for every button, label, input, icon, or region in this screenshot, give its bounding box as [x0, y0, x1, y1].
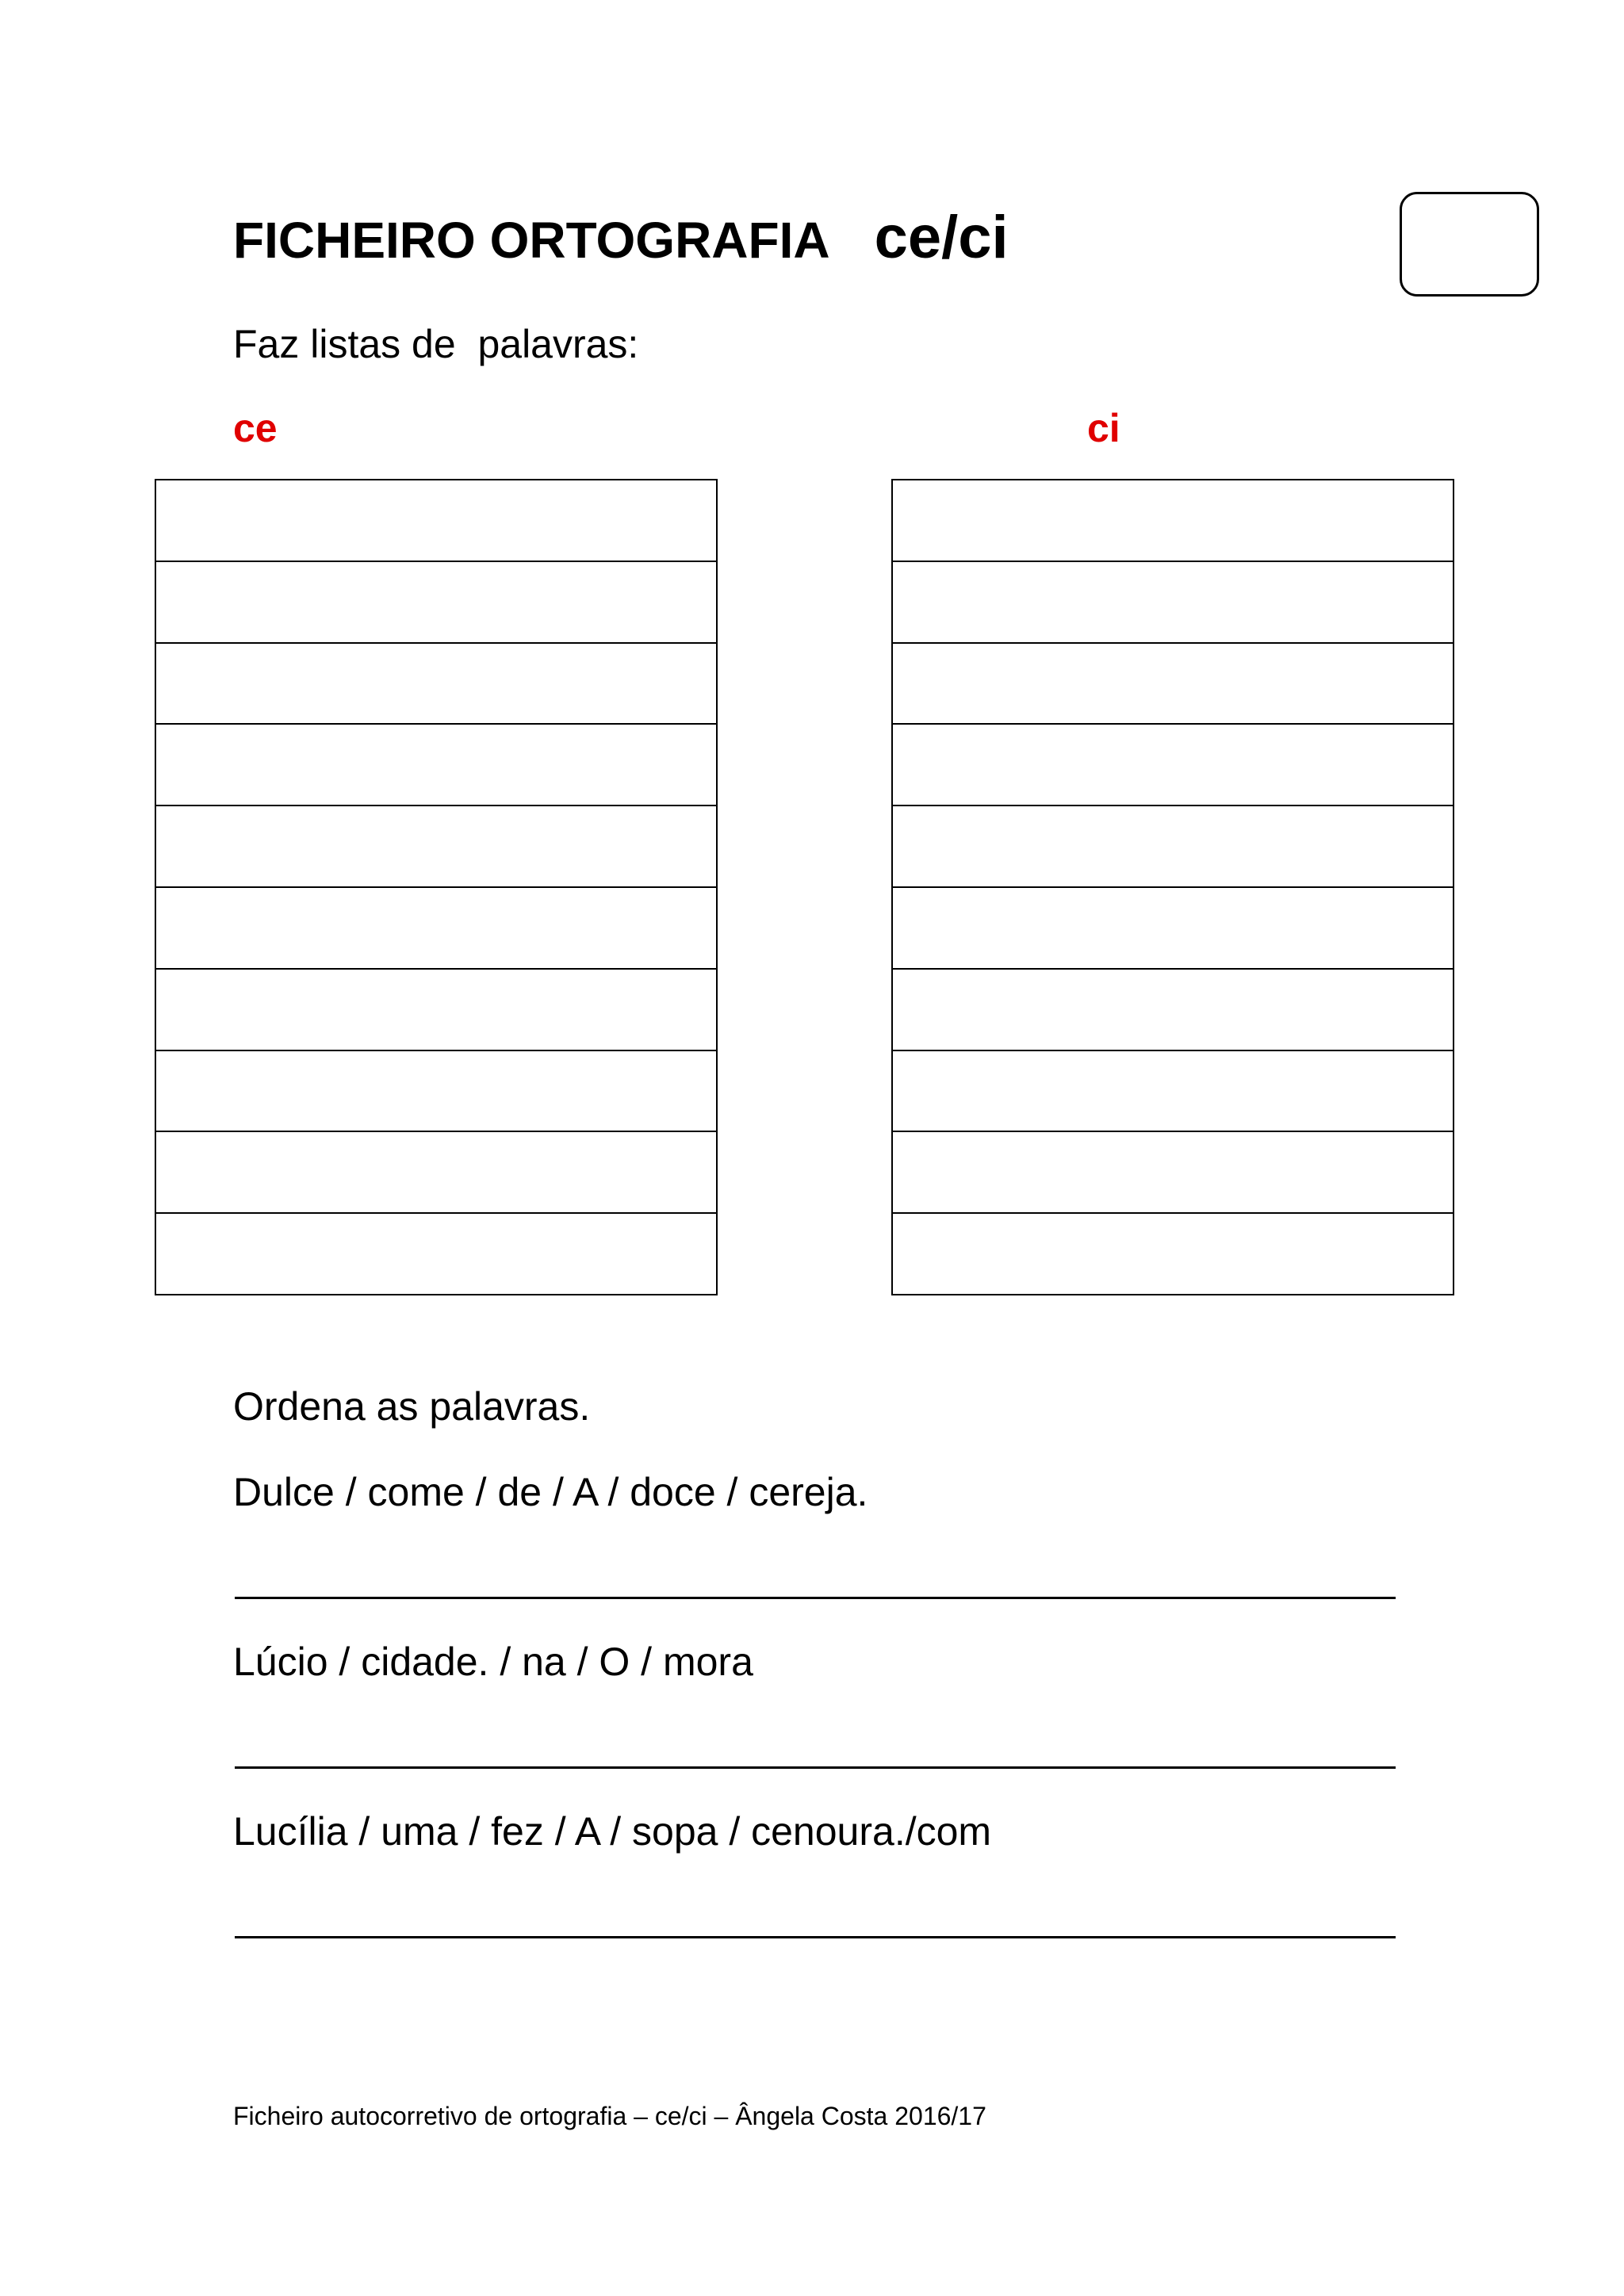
ce-word-cell[interactable] [156, 970, 716, 1051]
scrambled-sentence-3: Lucília / uma / fez / A / sopa / cenoura./com [233, 1809, 992, 1854]
scrambled-sentence-1: Dulce / come / de / A / doce / cereja. [233, 1470, 868, 1514]
title-main: FICHEIRO ORTOGRAFIA [233, 212, 830, 269]
ce-word-cell[interactable] [156, 644, 716, 725]
column-label-ce: ce [233, 406, 278, 450]
ci-word-cell[interactable] [893, 1051, 1453, 1133]
word-list-ci [891, 479, 1454, 1295]
answer-line-1[interactable] [235, 1597, 1396, 1599]
ci-word-cell[interactable] [893, 562, 1453, 644]
ce-word-cell[interactable] [156, 480, 716, 562]
ce-word-cell[interactable] [156, 1132, 716, 1214]
scrambled-sentence-2: Lúcio / cidade. / na / O / mora [233, 1640, 753, 1684]
ci-word-cell[interactable] [893, 1214, 1453, 1295]
ci-word-cell[interactable] [893, 806, 1453, 888]
ce-word-cell[interactable] [156, 562, 716, 644]
ci-word-cell[interactable] [893, 725, 1453, 806]
ci-word-cell[interactable] [893, 480, 1453, 562]
title-subtitle: ce/ci [874, 204, 1009, 271]
ce-word-cell[interactable] [156, 1214, 716, 1295]
ce-word-cell[interactable] [156, 806, 716, 888]
page-title [233, 204, 1009, 271]
score-box[interactable] [1400, 192, 1539, 297]
ci-word-cell[interactable] [893, 888, 1453, 970]
answer-line-3[interactable] [235, 1936, 1396, 1938]
ordering-instruction: Ordena as palavras. [233, 1384, 591, 1429]
answer-line-2[interactable] [235, 1766, 1396, 1769]
ce-word-cell[interactable] [156, 725, 716, 806]
ci-word-cell[interactable] [893, 644, 1453, 725]
word-list-ce [155, 479, 718, 1295]
ci-word-cell[interactable] [893, 1132, 1453, 1214]
ce-word-cell[interactable] [156, 888, 716, 970]
ci-word-cell[interactable] [893, 970, 1453, 1051]
column-label-ci: ci [1087, 406, 1120, 450]
ce-word-cell[interactable] [156, 1051, 716, 1133]
footer-credit: Ficheiro autocorretivo de ortografia – ce/ci – Ângela Costa 2016/17 [233, 2102, 986, 2130]
list-instruction: Faz listas de palavras: [233, 322, 639, 366]
